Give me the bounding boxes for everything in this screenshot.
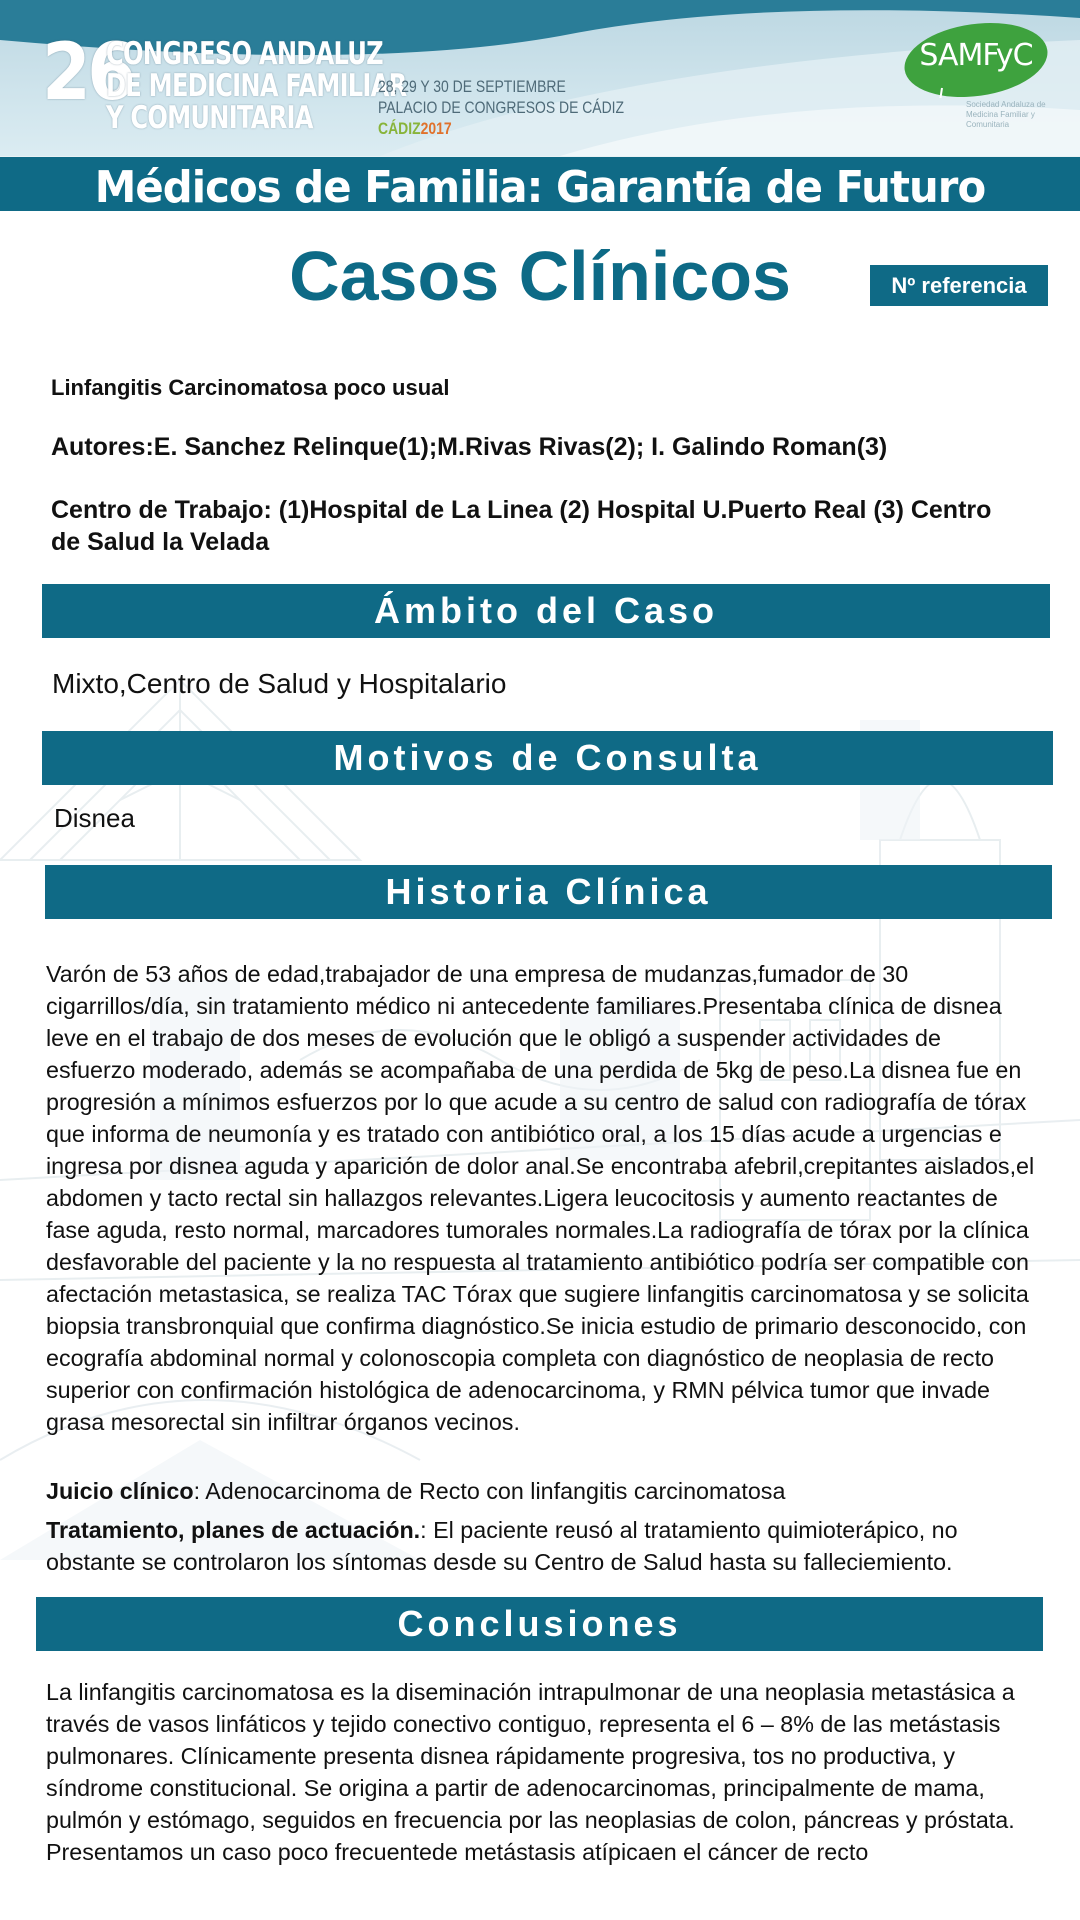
header-banner bbox=[0, 0, 1080, 156]
congress-name-line: Y COMUNITARIA bbox=[106, 100, 313, 136]
ambito-text: Mixto,Centro de Salud y Hospitalario bbox=[52, 668, 507, 699]
event-year: 2017 bbox=[420, 119, 452, 138]
logo-subtitle: Sociedad Andaluza de Medicina Familiar y Comunitaria bbox=[966, 100, 1046, 129]
judgment-label: Juicio clínico bbox=[46, 1478, 194, 1504]
motto: Médicos de Familia: Garantía de Futuro bbox=[94, 162, 986, 213]
conclusion-text: La linfangitis carcinomatosa es la diseminación intrapulmonar de una neoplasia metastásica a través de vasos linfáticos y tejido conectivo contiguo, representa el 6 – 8% de las metástasis pulmonares. Clínicamente presenta disnea rápidamente progresiva, tos no productiva, y síndrome constitucional. Se origina a partir de adenocarcinomas, principalmente de mama, pulmón y estómago, seguidos en frecuencia por las neoplasias de colon, páncreas y próstata. Presentamos un caso poco frecuentede metástasis atípicaen el cáncer de recto bbox=[46, 1679, 1015, 1865]
history-text: Varón de 53 años de edad,trabajador de una empresa de mudanzas,fumador de 30 cigarrillos/día, sin tratamiento médico ni antecedente familiares.Presentaba clínica de disnea leve en el trabajo de dos meses de evolución que le obligó a suspender actividades de esfuerzo moderado, además se acompañaba de una perdida de 5kg de peso.La disnea fue en progresión a mínimos esfuerzos por lo que acude a su centro de salud con radiografía de tórax que informa de neumonía y es tratado con antibiótico oral, a los 15 días acude a urgencias e ingresa por disnea aguda y aparición de dolor anal.Se encontraba afebril,crepitantes aislados,el abdomen y tacto rectal sin hallazgos relevantes.Ligera leucocitosis y aumento reactantes de fase aguda, resto normal, marcadores tumorales normales.La radiografía de tórax por la clínica desfavorable del paciente y la no respuesta al tratamiento antibiótico podría ser compatible con afectación metastasica, se realiza TAC Tórax que sugiere linfangitis carcinomatosa y se solicita biopsia transbronquial que confirma diagnóstico.Se inicia estudio de primario desconocido, con ecografía abdominal normal y colonoscopia completa con diagnóstico de neoplasia de recto superior con confirmación histológica de adenocarcinoma, y RMN pélvica tumor que invade grasa mesorectal sin infiltrar órganos vecinos. bbox=[46, 961, 1035, 1435]
motivo-text: Disnea bbox=[54, 803, 135, 833]
section-heading-motivos: Motivos de Consulta bbox=[42, 731, 1053, 785]
motto-bar bbox=[0, 156, 1080, 211]
section-heading-ambito: Ámbito del Caso bbox=[42, 584, 1050, 638]
event-city: CÁDIZ bbox=[378, 119, 421, 138]
judgment bbox=[46, 1475, 1036, 1507]
workplace: Centro de Trabajo: (1)Hospital de La Linea (2) Hospital U.Puerto Real (3) Centro de Salud la Velada bbox=[51, 496, 992, 556]
congress-name-line: DE MEDICINA FAMILIAR bbox=[106, 68, 407, 104]
treatment-label: Tratamiento, planes de actuación. bbox=[46, 1517, 421, 1543]
event-venue: PALACIO DE CONGRESOS DE CÁDIZ bbox=[378, 98, 625, 117]
section-heading-historia: Historia Clínica bbox=[45, 865, 1052, 919]
authors: Autores:E. Sanchez Relinque(1);M.Rivas Rivas(2); I. Galindo Roman(3) bbox=[51, 433, 888, 461]
treatment bbox=[46, 1514, 1036, 1578]
section-heading-conclusiones: Conclusiones bbox=[36, 1597, 1043, 1651]
samfyc-logo bbox=[902, 18, 1050, 98]
event-dates: 28, 29 Y 30 DE SEPTIEMBRE bbox=[378, 77, 566, 96]
congress-name-line: CONGRESO ANDALUZ bbox=[106, 36, 383, 72]
logo-text: SAMFyC bbox=[919, 38, 1033, 73]
event-info bbox=[378, 76, 624, 139]
reference-label: Nº referencia bbox=[870, 265, 1048, 306]
case-title: Linfangitis Carcinomatosa poco usual bbox=[51, 375, 450, 400]
congress-number: 26 bbox=[42, 28, 133, 118]
judgment-text: : Adenocarcinoma de Recto con linfangitis carcinomatosa bbox=[193, 1478, 786, 1504]
congress-name bbox=[106, 38, 406, 134]
treatment-text: : El paciente reusó al tratamiento quimioterápico, no obstante se controlaron los síntomas desde su Centro de Salud hasta su falleciemiento. bbox=[46, 1517, 958, 1575]
page-title: Casos Clínicos bbox=[289, 237, 791, 315]
